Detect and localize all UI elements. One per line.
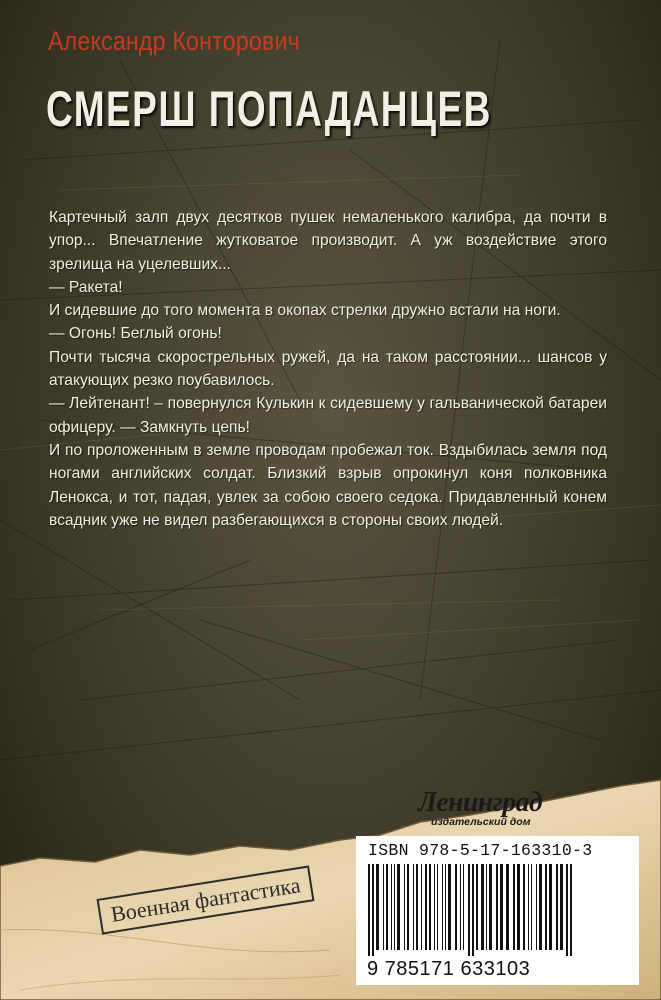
barcode-bar <box>437 864 438 950</box>
barcode-bar <box>460 864 461 950</box>
barcode-bar <box>570 864 572 956</box>
barcode-bar <box>528 864 529 950</box>
publisher-logo <box>418 788 618 828</box>
barcode-bar <box>506 864 509 950</box>
barcode-bar <box>386 864 388 950</box>
barcode-bar <box>442 864 443 950</box>
barcode-bar <box>517 864 520 950</box>
barcode-bar <box>549 864 552 950</box>
barcode-bar <box>434 864 435 950</box>
barcode-bar <box>556 864 558 950</box>
barcode-bar <box>391 864 392 950</box>
barcode-bar <box>404 864 405 950</box>
barcode-bar <box>448 864 451 950</box>
barcode-bar <box>372 864 374 956</box>
barcode-bar <box>376 864 379 950</box>
barcode-bar <box>489 864 492 950</box>
barcode-bar <box>531 864 532 950</box>
barcode-bar <box>429 864 431 950</box>
barcode-bar <box>536 864 537 950</box>
book-title: СМЕРШ ПОПАДАНЦЕВ <box>46 81 492 137</box>
barcode-bar <box>545 864 547 950</box>
barcode-bar <box>413 864 414 950</box>
barcode-bar <box>476 864 478 950</box>
barcode-bar <box>468 864 470 956</box>
blurb-paragraph: — Огонь! Беглый огонь! <box>49 325 222 343</box>
barcode-digits: 9 785171 633103 <box>367 958 531 980</box>
barcode-bar <box>455 864 457 950</box>
barcode-bar <box>486 864 487 950</box>
barcode-bar <box>472 864 474 956</box>
blurb-paragraph: И по проложенным в земле проводам пробежал ток. Вздыбилась земля под ногами английских солдат. Близкий взрыв опрокинул коня полковника Ленокса, и тот, падая, увлек за собою своего седока. Придавленный конем всадник уже не видел разбегающихся в стороны своих людей. <box>49 441 607 529</box>
barcode-bar <box>523 864 525 950</box>
blurb-paragraph: Картечный залп двух десятков пушек немаленького калибра, да почти в упор... Впечатление жутковатое производит. А уж воздействие этого зрелища на уцелевших... <box>49 209 607 273</box>
barcode-bars <box>366 864 630 956</box>
barcode-bar <box>513 864 515 950</box>
barcode-bar <box>481 864 484 950</box>
genre-stamp: Военная фантастика <box>97 865 315 934</box>
barcode-bar <box>539 864 542 950</box>
barcode-bar <box>500 864 503 950</box>
blurb-paragraph: — Лейтенант! – повернулся Кулькин к сидевшему у гальванической батареи офицеру. — Замкнуть цепь! <box>49 395 607 436</box>
publisher-subtitle: издательский дом <box>431 816 531 828</box>
barcode-bar <box>445 864 446 950</box>
author-name: Александр Конторович <box>48 26 300 56</box>
barcode-bar <box>416 864 418 950</box>
isbn-label: ISBN 978-5-17-163310-3 <box>368 841 593 860</box>
barcode-bar <box>463 864 464 950</box>
barcode-bar <box>496 864 498 950</box>
barcode-bar <box>425 864 427 950</box>
barcode-bar <box>368 864 370 956</box>
blurb-paragraph: И сидевшие до того момента в окопах стрелки дружно встали на ноги. <box>49 302 561 320</box>
barcode-bar <box>421 864 422 950</box>
barcode-bar <box>560 864 563 950</box>
barcode-bar <box>407 864 409 950</box>
blurb-paragraph: Почти тысяча скорострельных ружей, да на таком расстоянии... шансов у атакующих резко поубавилось. <box>49 348 607 390</box>
barcode-bar <box>566 864 568 956</box>
barcode-bar <box>383 864 384 950</box>
barcode-bar <box>394 864 395 950</box>
barcode-block <box>356 836 639 985</box>
publisher-name: Ленинград <box>418 786 543 818</box>
blurb-paragraph: — Ракета! <box>49 278 123 296</box>
barcode-bar <box>397 864 400 950</box>
